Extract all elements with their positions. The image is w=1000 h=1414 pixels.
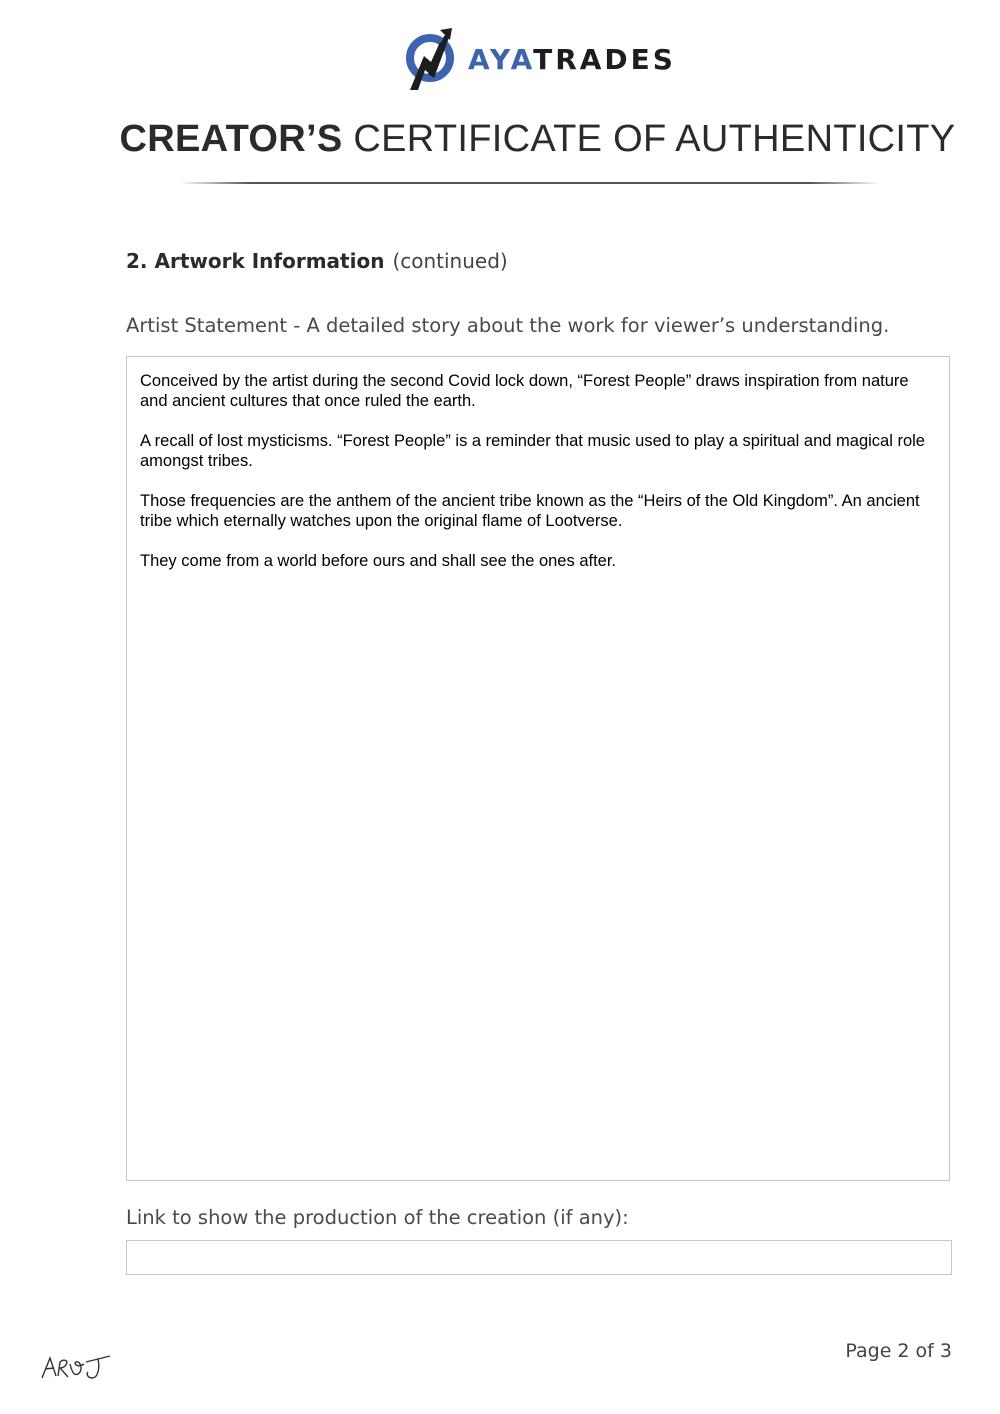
statement-paragraph: They come from a world before ours and shall see the ones after. <box>140 552 617 570</box>
production-link-input[interactable] <box>126 1240 952 1275</box>
statement-paragraph: Conceived by the artist during the second Covid lock down, “Forest People” draws inspiration from nature and ancient cultures that once ruled the earth. <box>140 372 909 410</box>
certificate-title <box>0 118 1000 161</box>
production-link-label: Link to show the production of the creation (if any): <box>126 1206 629 1229</box>
logo-wordmark-aya: AYA <box>468 43 534 76</box>
section-heading-continued: (continued) <box>392 249 508 273</box>
page-number: Page 2 of 3 <box>845 1340 952 1362</box>
section-heading <box>126 249 508 273</box>
certificate-title-bold: CREATOR’S <box>119 118 343 160</box>
logo-wordmark-trades: TRADES <box>533 43 676 76</box>
artist-statement-field[interactable] <box>126 356 950 1181</box>
certificate-title-rest: CERTIFICATE OF AUTHENTICITY <box>353 118 956 160</box>
logo-wordmark <box>468 43 676 76</box>
signature <box>40 1352 114 1384</box>
ayatrades-logo <box>404 26 674 98</box>
artist-statement-label: Artist Statement - A detailed story about the work for viewer’s understanding. <box>126 314 890 337</box>
ayatrades-logo-icon <box>404 26 456 94</box>
title-divider <box>180 182 880 184</box>
statement-paragraph: Those frequencies are the anthem of the ancient tribe known as the “Heirs of the Old Kingdom”. An ancient tribe which eternally watches upon the original flame of Lootverse. <box>140 492 920 530</box>
section-heading-title: 2. Artwork Information <box>126 249 385 273</box>
statement-paragraph: A recall of lost mysticisms. “Forest People” is a reminder that music used to play a spiritual and magical role amongst tribes. <box>140 432 925 470</box>
